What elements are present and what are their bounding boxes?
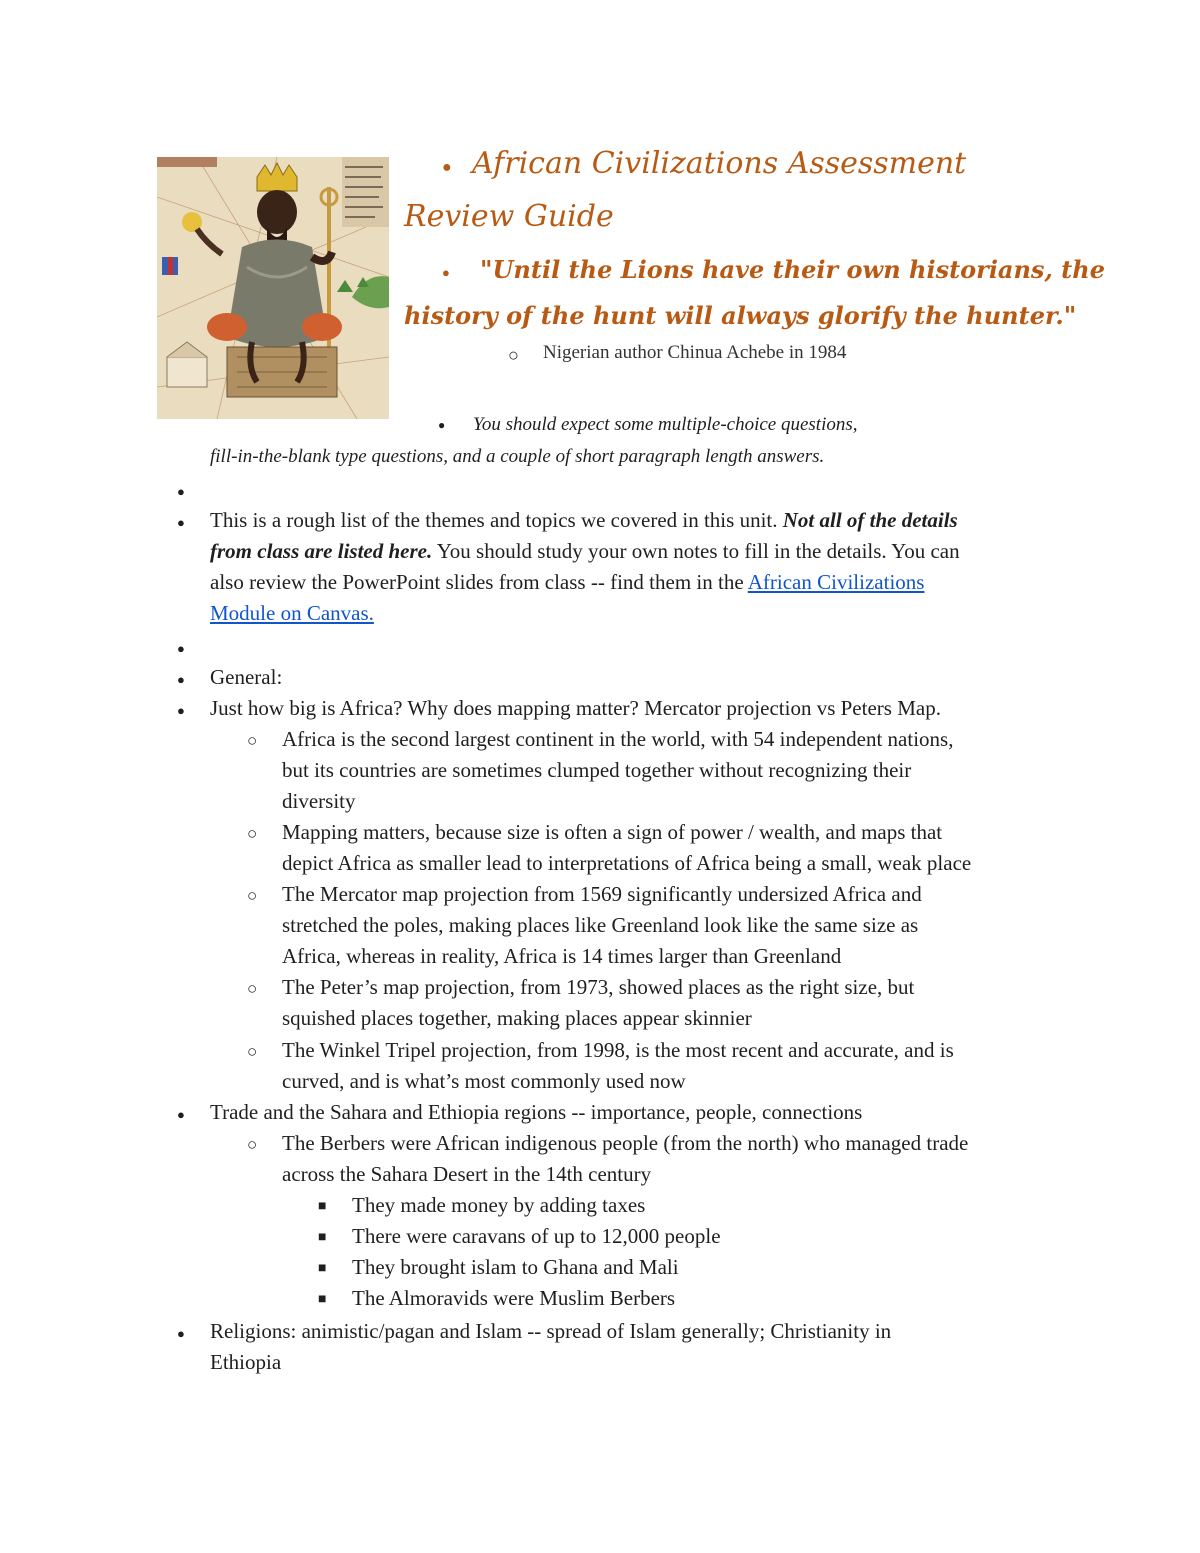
berbers-fact: There were caravans of up to 12,000 people — [352, 1224, 721, 1248]
quote-bullet-icon: ● — [442, 265, 450, 280]
expectations-line2: fill-in-the-blank type questions, and a couple of short paragraph length answers. — [210, 446, 825, 467]
trade-bullet-icon: ● — [177, 1107, 185, 1122]
berbers-fact: The Almoravids were Muslim Berbers — [352, 1286, 676, 1310]
square-bullet-icon: ■ — [318, 1199, 327, 1214]
berbers-point: across the Sahara Desert in the 14th century — [282, 1162, 652, 1186]
square-bullet-icon: ■ — [318, 1292, 327, 1307]
intro-text: This is a rough list of the themes and topics we covered in this unit. — [210, 508, 783, 532]
expectations-bullet-icon: ● — [438, 418, 446, 432]
berbers-fact: They made money by adding taxes — [352, 1193, 646, 1217]
ring-bullet-icon: ○ — [247, 979, 258, 998]
mapping-point: The Mercator map projection from 1569 significantly undersized Africa and — [282, 882, 922, 906]
title-bullet-icon: ● — [442, 159, 452, 176]
religions-bullet-icon: ● — [177, 1326, 185, 1341]
square-bullet-icon: ■ — [318, 1230, 327, 1245]
king-on-throne-icon — [157, 157, 389, 419]
general-heading: General: — [210, 665, 283, 689]
mapping-point: Mapping matters, because size is often a sign of power / wealth, and maps that — [282, 820, 943, 844]
expectations-line1: You should expect some multiple-choice questions, — [473, 414, 858, 435]
berbers-point: The Berbers were African indigenous people (from the north) who managed trade — [282, 1131, 969, 1155]
quote-attribution: Nigerian author Chinua Achebe in 1984 — [543, 342, 847, 363]
mapping-point: The Peter’s map projection, from 1973, showed places as the right size, but — [282, 975, 915, 999]
mapping-point: diversity — [282, 789, 356, 813]
ring-bullet-icon: ○ — [247, 731, 258, 750]
mapping-point: The Winkel Tripel projection, from 1998, is the most recent and accurate, and is — [282, 1038, 954, 1062]
intro-text-end: also review the PowerPoint slides from class -- find them in the — [210, 570, 748, 594]
ring-bullet-icon: ○ — [247, 824, 258, 843]
mapping-point: squished places together, making places appear skinnier — [282, 1006, 752, 1030]
intro-bullet-icon: ● — [177, 515, 185, 530]
mapping-point: curved, and is what’s most commonly used now — [282, 1069, 686, 1093]
general-bullet-icon: ● — [177, 672, 185, 687]
empty-bullet-icon: ● — [177, 484, 185, 499]
mapping-point: Africa, whereas in reality, Africa is 14 times larger than Greenland — [282, 944, 842, 968]
mapping-point: stretched the poles, making places like Greenland look like the same size as — [282, 913, 919, 937]
religions-line: Religions: animistic/pagan and Islam -- spread of Islam generally; Christianity in — [210, 1319, 892, 1343]
mapping-point: but its countries are sometimes clumped together without recognizing their — [282, 758, 912, 782]
mansa-musa-illustration — [157, 157, 389, 419]
intro-line4 — [210, 598, 374, 629]
religions-line: Ethiopia — [210, 1350, 282, 1374]
square-bullet-icon: ■ — [318, 1261, 327, 1276]
intro-text-cont: You should study your own notes to fill in the details. You can — [432, 539, 960, 563]
mapping-question: Just how big is Africa? Why does mapping matter? Mercator projection vs Peters Map. — [210, 696, 941, 720]
intro-emphasis-cont: from class are listed here. — [210, 539, 433, 563]
intro-emphasis: Not all of the details — [782, 508, 958, 532]
mapping-point: depict Africa as smaller lead to interpretations of Africa being a small, weak place — [282, 851, 972, 875]
berbers-fact: They brought islam to Ghana and Mali — [352, 1255, 679, 1279]
intro-line1 — [210, 505, 958, 536]
trade-heading: Trade and the Sahara and Ethiopia regions -- importance, people, connections — [210, 1100, 863, 1124]
ring-bullet-icon: ○ — [247, 1135, 258, 1154]
intro-line3 — [210, 567, 924, 598]
empty-bullet-icon: ● — [177, 641, 185, 656]
document-title-line2: Review Guide — [404, 199, 614, 234]
intro-line2 — [210, 536, 960, 567]
quote-line2: history of the hunt will always glorify the hunter." — [404, 301, 1077, 330]
document-title: African Civilizations Assessment — [472, 146, 967, 181]
quote-line1: "Until the Lions have their own historians, the — [480, 255, 1105, 284]
mapping-point: Africa is the second largest continent in the world, with 54 independent nations, — [282, 727, 954, 751]
canvas-module-link[interactable]: African Civilizations — [747, 570, 925, 594]
canvas-module-link-cont[interactable]: Module on Canvas. — [210, 601, 374, 625]
attribution-ring-icon: ○ — [508, 345, 519, 365]
ring-bullet-icon: ○ — [247, 886, 258, 905]
mapping-bullet-icon: ● — [177, 703, 185, 718]
ring-bullet-icon: ○ — [247, 1042, 258, 1061]
